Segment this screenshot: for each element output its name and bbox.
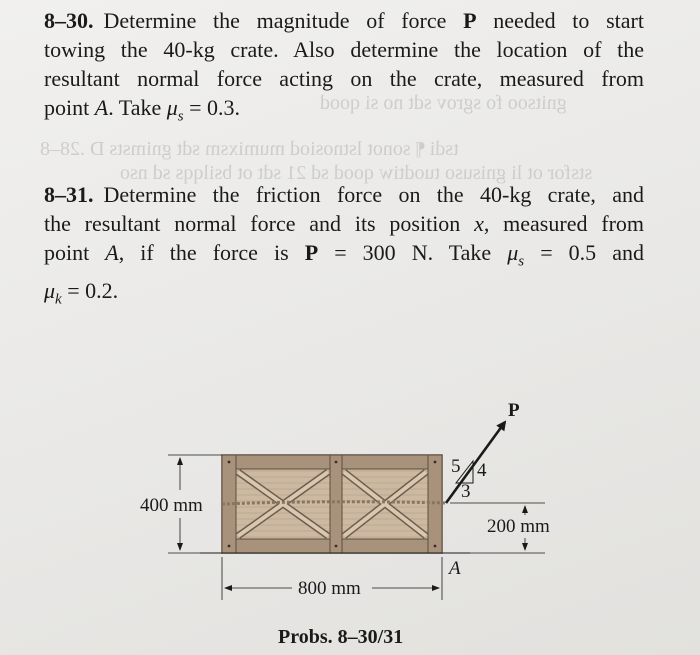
attach-height-dimension [450,503,550,553]
bleed-through-text: gnitsoo fo sgrov sdt no si qood [320,92,567,114]
problem-8-31-line-3: point A, if the force is P = 300 N. Take $\mu_s = 0.5$ and [44,240,644,270]
problem-8-30-line-2: towing the 40-kg crate. Also determine the location of the [44,37,644,62]
problem-8-30-line-3: resultant normal force acting on the crate, measured from [44,66,644,91]
slope-label-5: 5 [451,456,461,477]
problem-8-31-line-1: 8–31. Determine the friction force on the 40-kg crate, and [44,182,644,207]
width-dimension [222,557,442,600]
width-label: 800 mm [298,578,361,599]
force-p-label: P [508,400,520,421]
figure-caption: Probs. 8–30/31 [278,626,404,648]
slope-triangle [451,456,487,502]
bleed-through-text: tsdi ¶ sonot lstnosiod mumixsm sdt gnimsts D .28–8 [40,138,459,160]
problem-8-31-line-4: $\mu_k = 0.2$. [44,278,119,308]
crate [222,455,446,553]
slope-label-4: 4 [477,460,487,481]
attach-height-label: 200 mm [487,516,550,537]
height-label: 400 mm [140,495,203,516]
problem-8-30-line-1: 8–30. Determine the magnitude of force P needed to start [44,8,644,33]
point-a-label: A [449,558,461,579]
height-dimension [140,455,222,553]
problem-8-31-line-2: the resultant normal force and its position x, measured from [44,211,645,236]
bleed-through-text: stsfor ot li gnisuso tuodtiw qood sd 21 sdt ot bsilqqs sd nso [120,162,593,184]
problem-8-30-line-4: point A. Take $\mu_s = 0.3$. [44,95,241,125]
slope-label-3: 3 [461,481,471,502]
